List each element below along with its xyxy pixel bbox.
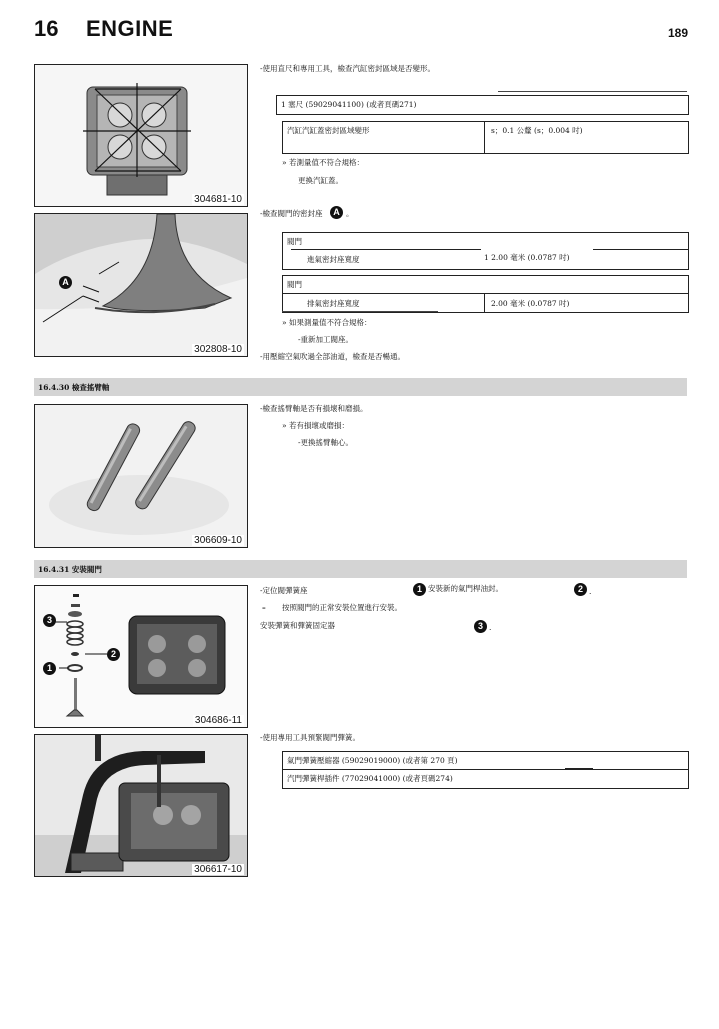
punctuation: . — [489, 623, 492, 632]
figure-spring-compressor — [34, 734, 248, 877]
divider — [484, 122, 485, 153]
callout-a: A — [59, 276, 72, 289]
section-title: 16.4.31 安裝閥門 — [38, 565, 102, 574]
condition-out-of-spec: » 如果測量值不符合規格： — [282, 318, 372, 327]
instruction-check-flatness: -使用直尺和專用工具，檢查汽缸密封區域是否變形。 — [260, 64, 436, 73]
condition-out-of-spec: » 若測量值不符合規格： — [282, 158, 364, 167]
valve-assembly-illustration — [35, 586, 247, 727]
instruction-compress-springs: -使用專用工具預緊閥門彈簧。 — [260, 733, 361, 742]
divider — [283, 293, 688, 294]
divider — [593, 249, 688, 250]
divider — [283, 769, 688, 770]
instruction-suffix: 。 — [346, 209, 354, 218]
instruction-install-valves: 按照閥門的正常安裝位置進行安裝。 — [282, 603, 402, 612]
callout-2: 2 — [107, 648, 120, 661]
table-head-valve: 閥門 — [287, 280, 302, 289]
spec-label-exhaust-width: 排氣密封座寬度 — [307, 299, 360, 308]
figure-caption: 304681-10 — [194, 194, 242, 205]
figure-valve-seat — [34, 213, 248, 357]
spring-compressor-illustration — [35, 735, 247, 876]
instruction-install-seal: 安裝新的氣門桿油封。 — [428, 584, 503, 593]
page-number: 189 — [668, 26, 689, 40]
callout-1-inline: 1 — [413, 583, 426, 596]
spec-label-intake-width: 進氣密封座寬度 — [307, 255, 360, 264]
table-head-valve: 閥門 — [287, 237, 302, 246]
spec-label-flatness: 汽缸汽缸蓋密封區域變形 — [287, 126, 370, 135]
instruction-install-spring: 安裝彈簧和彈簧固定器 — [260, 621, 335, 630]
action-recut-seat: -重新加工閥座。 — [298, 335, 354, 344]
punctuation: . — [589, 587, 592, 596]
condition-damaged: » 若有損壞或磨損： — [282, 421, 349, 430]
figure-caption: 304686-11 — [194, 715, 242, 726]
figure-caption: 306609-10 — [194, 535, 242, 546]
figure-valve-assembly — [34, 585, 248, 728]
chapter-title: ENGINE — [86, 16, 174, 41]
callout-1: 1 — [43, 662, 56, 675]
tool-table-feeler-gauge — [276, 95, 689, 115]
callout-3-inline: 3 — [474, 620, 487, 633]
rocker-shafts-illustration — [35, 405, 247, 547]
figure-cylinder-head-flatness — [34, 64, 248, 207]
list-dash: – — [262, 603, 266, 612]
divider — [498, 91, 687, 92]
instruction-position-spring-seat: -定位閥彈簧座 — [260, 586, 308, 595]
instruction-check-valve-seat — [260, 209, 323, 219]
spec-table-exhaust — [282, 275, 689, 313]
spec-table-intake — [282, 232, 689, 270]
spec-value-intake-width: 1 2.00 毫米 (0.0787 吋) — [484, 253, 570, 262]
divider — [282, 311, 438, 312]
section-header-rocker-shaft — [34, 378, 687, 396]
spec-value-flatness: s；0.1 公釐 (s；0.004 吋) — [491, 126, 583, 135]
callout-3: 3 — [43, 614, 56, 627]
figure-caption: 306617-10 — [194, 864, 242, 875]
instruction-blow-oil-passages: -用壓縮空氣吹過全部油道，檢查是否暢通。 — [260, 352, 406, 361]
divider — [291, 249, 481, 250]
callout-a-inline: A — [330, 206, 343, 219]
cylinder-head-illustration — [35, 65, 247, 206]
spec-value-exhaust-width: 2.00 毫米 (0.0787 吋) — [491, 299, 570, 308]
section-title: 16.4.30 檢查搖臂軸 — [38, 383, 110, 392]
tool-spring-insert: 汽門彈簧桿插件 (77029041000) (或者頁碼274) — [287, 774, 453, 783]
tool-feeler-gauge: 1 塞尺 (59029041100) (或者頁碼271) — [281, 100, 417, 109]
tool-table-compressor — [282, 751, 689, 789]
callout-2-inline: 2 — [574, 583, 587, 596]
figure-caption: 302808-10 — [194, 344, 242, 355]
tool-spring-compressor: 氣門彈簧壓縮器 (59029019000) (或者第 270 頁) — [287, 756, 458, 765]
action-replace-head: 更換汽缸蓋。 — [298, 176, 343, 185]
instruction-check-rocker-shaft: -檢查搖臂軸是否有損壞和磨損。 — [260, 404, 368, 413]
action-replace-shaft: -更換搖臂軸心。 — [298, 438, 354, 447]
spec-table-flatness — [282, 121, 689, 154]
section-header-install-valves — [34, 560, 687, 578]
instruction-text: -檢查閥門的密封座 — [260, 209, 323, 218]
divider — [484, 293, 485, 312]
figure-rocker-shafts — [34, 404, 248, 548]
chapter-number: 16 — [34, 16, 59, 41]
